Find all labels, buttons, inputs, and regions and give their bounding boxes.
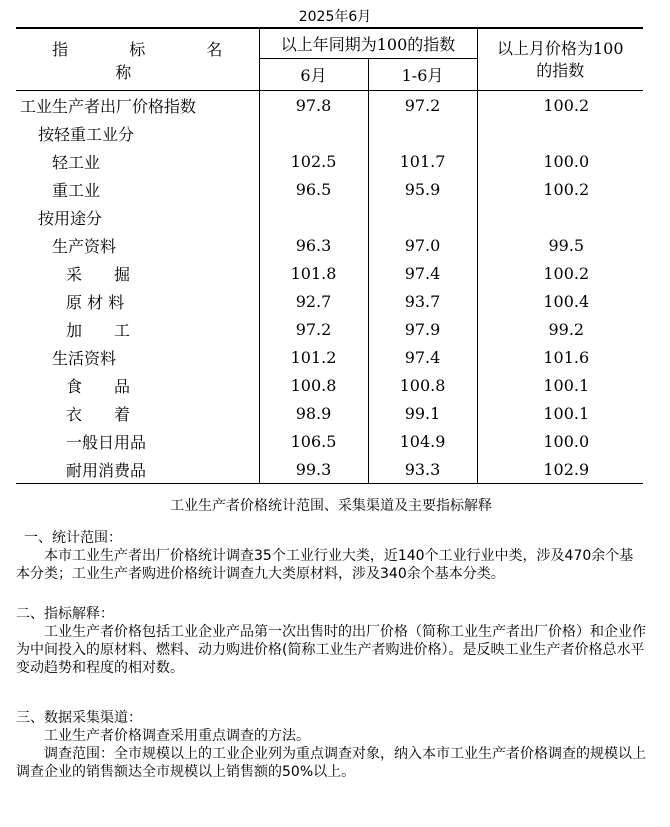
ytd-value-cell: 104.9 [368, 427, 477, 455]
ytd-value-cell: 93.7 [368, 287, 477, 315]
table-row [16, 119, 643, 147]
table-row [16, 91, 643, 120]
ytd-value-cell: 93.3 [368, 455, 477, 484]
row-name-cell: 食 品 [66, 376, 131, 396]
section-1-heading: 一、统计范围： [24, 530, 122, 546]
mom-value-cell: 100.2 [477, 91, 643, 120]
month-value-cell: 96.5 [259, 175, 368, 203]
month-value-cell [259, 119, 368, 147]
month-value-cell: 92.7 [259, 287, 368, 315]
month-col-header: 6月 [259, 59, 368, 91]
row-name-cell: 按用途分 [38, 208, 103, 228]
table-body [16, 91, 643, 484]
month-value-cell: 106.5 [259, 427, 368, 455]
price-index-table [16, 27, 643, 484]
row-name-cell: 衣 着 [66, 404, 131, 424]
section-3-line-1: 工业生产者价格调查采用重点调查的方法。 [16, 728, 310, 744]
section-2-heading: 二、指标解释： [16, 606, 114, 622]
mom-value-cell: 100.2 [477, 175, 643, 203]
row-name-cell: 原 材 料 [66, 292, 125, 312]
month-value-cell: 101.8 [259, 259, 368, 287]
table-row [16, 203, 643, 231]
ytd-value-cell: 100.8 [368, 371, 477, 399]
ytd-value-cell: 99.1 [368, 399, 477, 427]
ytd-value-cell [368, 119, 477, 147]
table-row [16, 315, 643, 343]
row-name-cell: 加 工 [66, 320, 131, 340]
yoy-group-header: 以上年同期为100的指数 [259, 28, 477, 59]
row-name-cell: 生产资料 [52, 236, 117, 256]
mom-value-cell: 99.5 [477, 231, 643, 259]
ytd-value-cell: 97.2 [368, 91, 477, 120]
month-value-cell: 97.2 [259, 315, 368, 343]
section-3-line-2: 调查范围：全市规模以上的工业企业列为重点调查对象，纳入本市工业生产者价格调查的规模以上调查企业的销售额达全市规模以上销售额的50%以上。 [16, 746, 646, 780]
month-value-cell: 96.3 [259, 231, 368, 259]
mom-value-cell: 102.9 [477, 455, 643, 484]
mom-value-cell [477, 203, 643, 231]
row-name-cell: 重工业 [52, 180, 101, 200]
row-name-cell: 采 掘 [66, 264, 131, 284]
table-row [16, 287, 643, 315]
mom-value-cell: 100.0 [477, 147, 643, 175]
table-row [16, 343, 643, 371]
table-row [16, 427, 643, 455]
row-name-cell: 耐用消费品 [16, 455, 259, 484]
table-row [16, 175, 643, 203]
mom-value-cell: 100.2 [477, 259, 643, 287]
report-date: 2025年6月 [298, 9, 372, 25]
section-3-heading: 三、数据采集渠道： [16, 710, 142, 726]
section-1-body: 本市工业生产者出厂价格统计调查35个工业行业大类，近140个工业行业中类，涉及470余个基本分类；工业生产者购进价格统计调查九大类原材料，涉及340余个基本分类。 [16, 548, 634, 582]
mom-value-cell: 101.6 [477, 343, 643, 371]
month-value-cell: 98.9 [259, 399, 368, 427]
ytd-value-cell: 97.4 [368, 343, 477, 371]
table-row [16, 399, 643, 427]
section-2-body: 工业生产者价格包括工业企业产品第一次出售时的出厂价格（简称工业生产者出厂价格）和企业作为中间投入的原材料、燃料、动力购进价格(简称工业生产者购进价格）。是反映工业生产者价格总水平变动趋势和程度的相对数。 [16, 624, 646, 676]
ytd-value-cell: 97.0 [368, 231, 477, 259]
ytd-value-cell: 97.4 [368, 259, 477, 287]
mom-value-cell: 99.2 [477, 315, 643, 343]
row-name-cell: 轻工业 [52, 152, 101, 172]
indicator-name-header: 指 标 名 称 [16, 28, 259, 91]
row-name-cell: 工业生产者出厂价格指数 [20, 96, 197, 116]
row-name-cell: 按轻重工业分 [38, 124, 135, 144]
mom-value-cell [477, 119, 643, 147]
month-value-cell: 101.2 [259, 343, 368, 371]
mom-value-cell: 100.0 [477, 427, 643, 455]
row-name-cell: 生活资料 [52, 348, 117, 368]
ytd-value-cell [368, 203, 477, 231]
row-name-cell: 一般日用品 [66, 432, 147, 452]
table-row [16, 147, 643, 175]
mom-value-cell: 100.1 [477, 371, 643, 399]
month-value-cell [259, 203, 368, 231]
table-row [16, 231, 643, 259]
notes-section [16, 497, 646, 781]
table-row [16, 259, 643, 287]
table-row [16, 371, 643, 399]
ytd-col-header: 1-6月 [368, 59, 477, 91]
mom-header: 以上月价格为100 的指数 [477, 28, 643, 91]
header-row-1 [16, 28, 643, 59]
notes-title: 工业生产者价格统计范围、采集渠道及主要指标解释 [170, 498, 492, 514]
month-value-cell: 97.8 [259, 91, 368, 120]
month-value-cell: 99.3 [259, 455, 368, 484]
table-row [16, 455, 643, 484]
month-value-cell: 100.8 [259, 371, 368, 399]
ytd-value-cell: 101.7 [368, 147, 477, 175]
mom-value-cell: 100.4 [477, 287, 643, 315]
ytd-value-cell: 95.9 [368, 175, 477, 203]
month-value-cell: 102.5 [259, 147, 368, 175]
ytd-value-cell: 97.9 [368, 315, 477, 343]
mom-value-cell: 100.1 [477, 399, 643, 427]
